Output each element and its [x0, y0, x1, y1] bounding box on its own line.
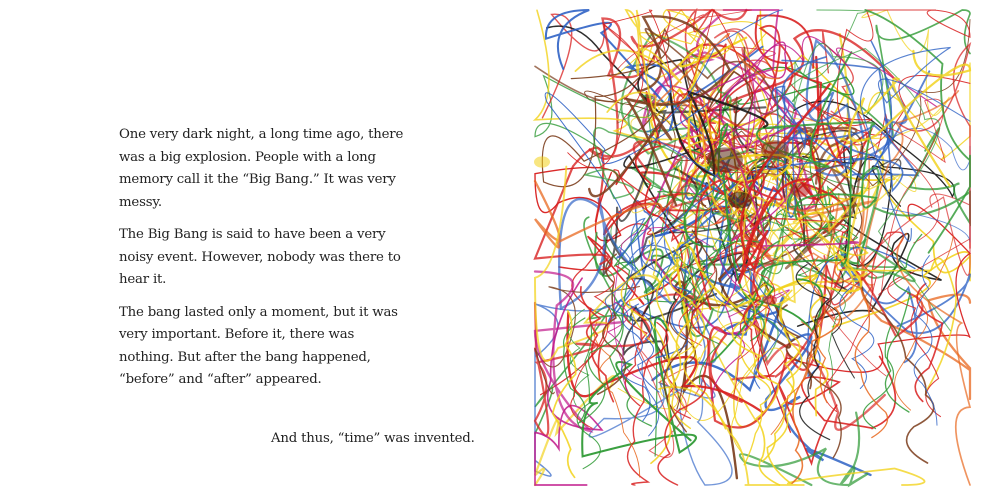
right-page	[500, 0, 1000, 497]
paragraph-2: The Big Bang is said to have been a very noisy event. However, nobody was there to hear it.	[119, 227, 401, 287]
story-text	[119, 124, 409, 402]
big-bang-scribble-illustration	[500, 0, 1000, 497]
scribble-drip-stroke	[914, 256, 937, 426]
paint-blot	[728, 192, 752, 209]
paint-blot	[790, 183, 810, 197]
paint-blot	[534, 156, 550, 167]
paragraph-1: One very dark night, a long time ago, there was a big explosion. People with a long memory call it the “Big Bang.” It was very messy.	[119, 127, 404, 210]
scribble-stroke	[849, 51, 970, 186]
paint-blot	[763, 295, 777, 305]
paint-blot	[761, 140, 789, 160]
paragraph-3: The bang lasted only a moment, but it was very important. Before it, there was nothing. But after the bang happened, “before” and “after” appeared.	[119, 304, 398, 387]
scribble-drip-stroke	[732, 320, 779, 485]
closing-line: And thus, “time” was invented.	[271, 431, 475, 446]
paint-blot	[707, 147, 743, 172]
